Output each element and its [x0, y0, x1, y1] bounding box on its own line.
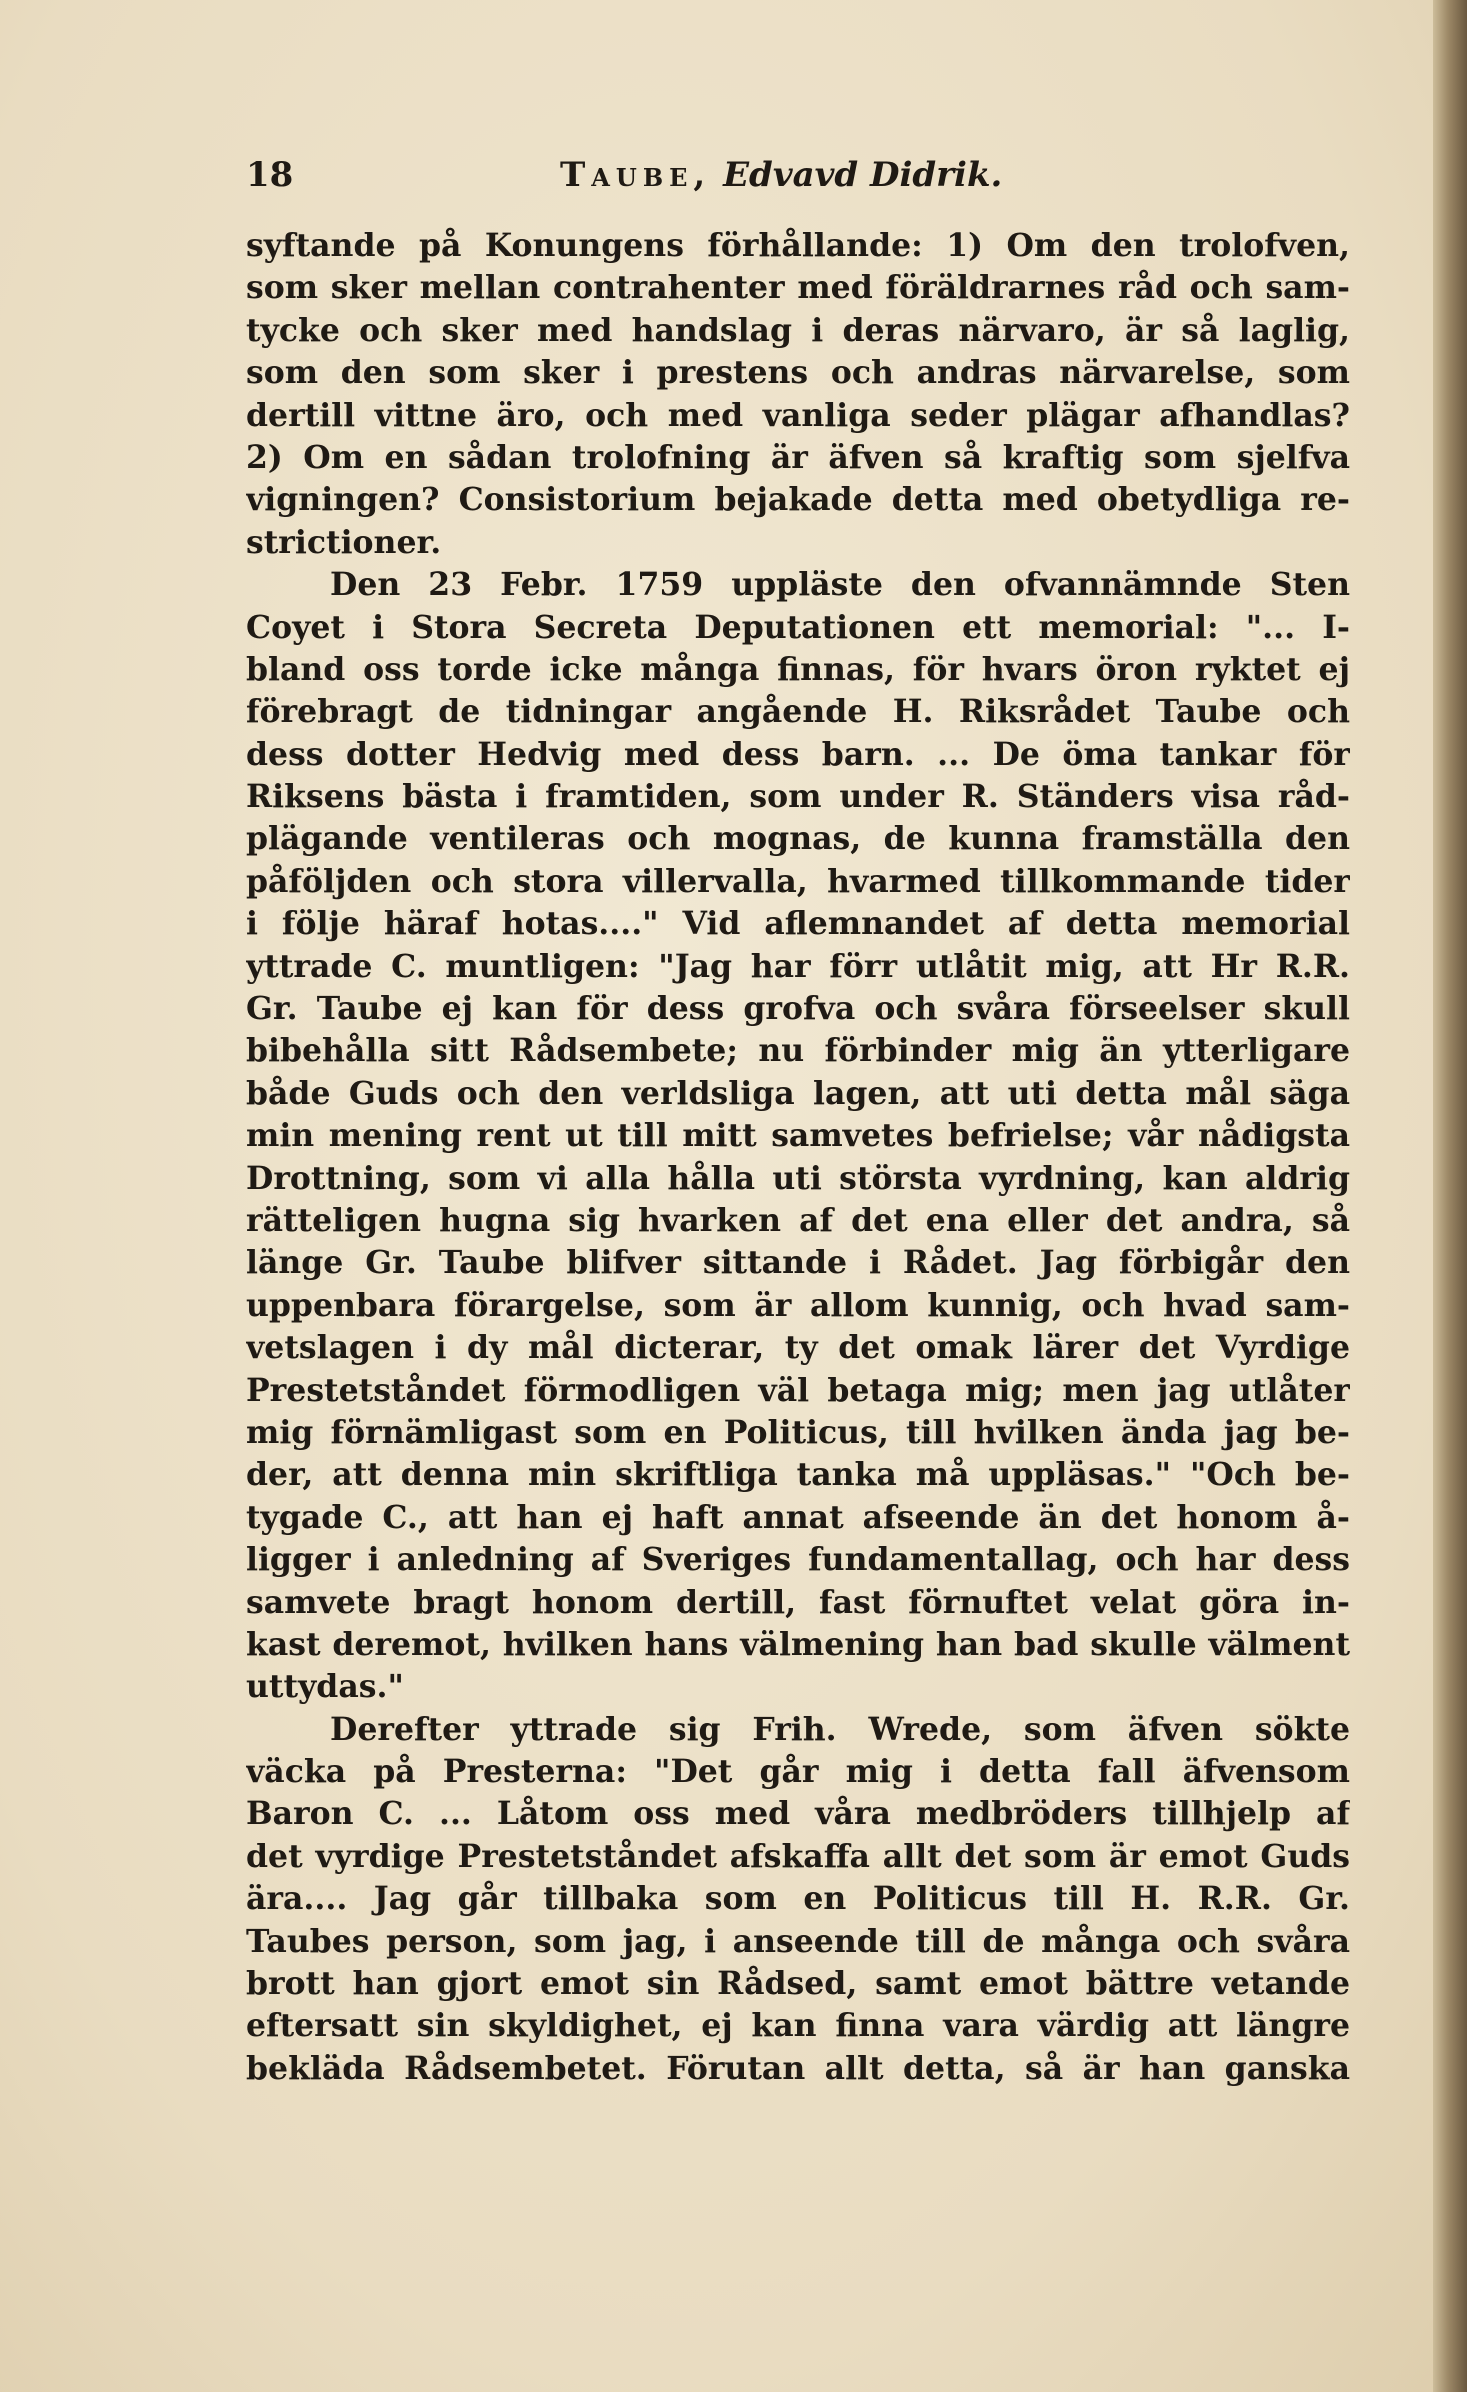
text-line: Riksens bästa i framtiden, som under R. Ständers visa råd-: [246, 778, 1350, 816]
text-line: plägande ventileras och mognas, de kunna framställa den: [246, 820, 1350, 858]
text-line: Baron C. ... Låtom oss med våra medbröders tillhjelp af: [246, 1795, 1350, 1833]
running-head-given: Edvavd Didrik.: [723, 155, 1003, 195]
text-line: kast deremot, hvilken hans välmening han bad skulle välment: [246, 1625, 1350, 1663]
text-line: min mening rent ut till mitt samvetes befrielse; vår nådigsta: [246, 1117, 1350, 1155]
text-line: både Guds och den verldsliga lagen, att uti detta mål säga: [246, 1074, 1350, 1112]
text-line: bland oss torde icke många finnas, för hvars öron ryktet ej: [246, 650, 1350, 688]
text-line: brott han gjort emot sin Rådsed, samt emot bättre vetande: [246, 1965, 1350, 2003]
text-line: yttrade C. muntligen: "Jag har förr utlåtit mig, att Hr R.R.: [246, 947, 1350, 985]
text-line: vetslagen i dy mål dicterar, ty det omak lärer det Vyrdige: [246, 1329, 1350, 1367]
text-line: tygade C., att han ej haft annat afseende än det honom å-: [246, 1498, 1350, 1536]
text-line: Derefter yttrade sig Frih. Wrede, som äfven sökte: [330, 1710, 1350, 1748]
text-line: 2) Om en sådan trolofning är äfven så kraftig som sjelfva: [246, 438, 1350, 476]
page-number: 18: [246, 155, 294, 195]
page-edge: [1433, 0, 1467, 2392]
text-line: uttydas.": [246, 1668, 404, 1706]
text-line: bibehålla sitt Rådsembete; nu förbinder mig än ytterligare: [246, 1032, 1350, 1070]
running-head: [560, 150, 1002, 200]
text-line: mig förnämligast som en Politicus, till hvilken ända jag be-: [246, 1413, 1350, 1451]
text-line: ära.... Jag går tillbaka som en Politicus till H. R.R. Gr.: [246, 1880, 1350, 1918]
text-line: i följe häraf hotas...." Vid aflemnandet af detta memorial: [246, 905, 1350, 943]
text-line: Drottning, som vi alla hålla uti största vyrdning, kan aldrig: [246, 1159, 1350, 1197]
text-line: Gr. Taube ej kan för dess grofva och svåra förseelser skull: [246, 990, 1350, 1028]
text-line: Den 23 Febr. 1759 uppläste den ofvannämnde Sten: [330, 566, 1350, 604]
text-line: tycke och sker med handslag i deras närvaro, är så laglig,: [246, 311, 1350, 349]
text-line: strictioner.: [246, 523, 442, 561]
text-line: vigningen? Consistorium bejakade detta med obetydliga re-: [246, 481, 1350, 519]
text-line: uppenbara förargelse, som är allom kunnig, och hvad sam-: [246, 1286, 1350, 1324]
text-line: bekläda Rådsembetet. Förutan allt detta, så är han ganska: [246, 2049, 1350, 2087]
text-line: Taubes person, som jag, i anseende till de många och svåra: [246, 1922, 1350, 1960]
text-line: väcka på Presterna: "Det går mig i detta fall äfvensom: [246, 1753, 1350, 1791]
text-line: ligger i anledning af Sveriges fundamentallag, och har dess: [246, 1541, 1350, 1579]
text-line: förebragt de tidningar angående H. Riksrådet Taube och: [246, 693, 1350, 731]
text-line: der, att denna min skriftliga tanka må uppläsas." "Och be-: [246, 1456, 1350, 1494]
text-line: dertill vittne äro, och med vanliga seder plägar afhandlas?: [246, 396, 1350, 434]
text-line: syftande på Konungens förhållande: 1) Om den trolofven,: [246, 227, 1350, 264]
text-line: eftersatt sin skyldighet, ej kan finna vara värdig att längre: [246, 2007, 1350, 2045]
text-line: Coyet i Stora Secreta Deputationen ett memorial: "... I-: [246, 608, 1350, 646]
running-head-surname: Taube,: [560, 155, 712, 195]
text-line: som sker mellan contrahenter med föräldrarnes råd och sam-: [246, 269, 1350, 307]
text-line: dess dotter Hedvig med dess barn. ... De öma tankar för: [246, 735, 1350, 773]
body-text: [246, 225, 1350, 2090]
text-line: det vyrdige Prestetståndet afskaffa allt det som är emot Guds: [246, 1837, 1350, 1875]
text-line: Prestetståndet förmodligen väl betaga mig; men jag utlåter: [246, 1371, 1350, 1409]
page-header: [246, 150, 1356, 200]
text-line: påföljden och stora villervalla, hvarmed tillkommande tider: [246, 862, 1350, 900]
text-line: som den som sker i prestens och andras närvarelse, som: [246, 354, 1350, 392]
text-line: länge Gr. Taube blifver sittande i Rådet. Jag förbigår den: [246, 1244, 1350, 1282]
text-line: samvete bragt honom dertill, fast förnuftet velat göra in-: [246, 1583, 1350, 1621]
text-line: rätteligen hugna sig hvarken af det ena eller det andra, så: [246, 1201, 1350, 1239]
